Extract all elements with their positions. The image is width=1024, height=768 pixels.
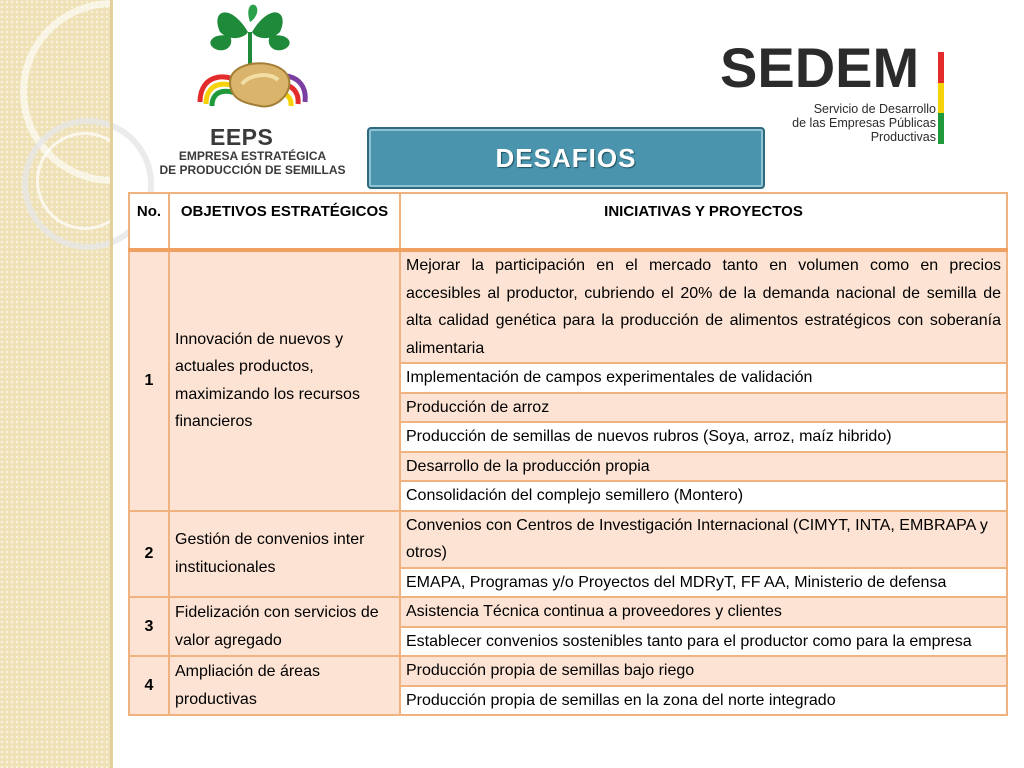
eeps-subtitle-line1: EMPRESA ESTRATÉGICA bbox=[178, 149, 327, 163]
row-number: 3 bbox=[129, 597, 169, 656]
table-row bbox=[129, 597, 1007, 627]
table-header-row bbox=[129, 193, 1007, 250]
table-row bbox=[129, 250, 1007, 363]
initiative-cell: Producción propia de semillas en la zona del norte integrado bbox=[400, 686, 1007, 716]
initiative-cell: Establecer convenios sostenibles tanto para el productor como para la empresa bbox=[400, 627, 1007, 657]
objective-cell: Ampliación de áreas productivas bbox=[169, 656, 400, 715]
seedling-icon bbox=[190, 2, 315, 124]
header-objectives: OBJETIVOS ESTRATÉGICOS bbox=[169, 193, 400, 250]
eeps-subtitle-line2: DE PRODUCCIÓN DE SEMILLAS bbox=[159, 163, 346, 177]
decorative-side-band bbox=[0, 0, 113, 768]
initiative-cell: Convenios con Centros de Investigación Internacional (CIMYT, INTA, EMBRAPA y otros) bbox=[400, 511, 1007, 568]
header-initiatives: INICIATIVAS Y PROYECTOS bbox=[400, 193, 1007, 250]
row-number: 1 bbox=[129, 250, 169, 511]
objective-cell: Innovación de nuevos y actuales productos, maximizando los recursos financieros bbox=[169, 250, 400, 511]
initiative-cell: Producción propia de semillas bajo riego bbox=[400, 656, 1007, 686]
desafios-table bbox=[128, 192, 1008, 716]
objective-cell: Gestión de convenios inter institucionales bbox=[169, 511, 400, 598]
title-banner bbox=[367, 127, 765, 189]
eeps-logo bbox=[150, 2, 355, 180]
decorative-ring bbox=[36, 132, 134, 230]
initiative-cell: Asistencia Técnica continua a proveedores y clientes bbox=[400, 597, 1007, 627]
initiative-cell: Consolidación del complejo semillero (Montero) bbox=[400, 481, 1007, 511]
page-title: DESAFIOS bbox=[495, 142, 637, 173]
objective-cell: Fidelización con servicios de valor agregado bbox=[169, 597, 400, 656]
initiative-cell: Producción de arroz bbox=[400, 393, 1007, 423]
sedem-subtitle-line2: de las Empresas Públicas bbox=[792, 116, 936, 130]
sedem-subtitle-line3: Productivas bbox=[870, 130, 936, 144]
row-number: 2 bbox=[129, 511, 169, 598]
initiative-cell: EMAPA, Programas y/o Proyectos del MDRyT, FF AA, Ministerio de defensa bbox=[400, 568, 1007, 598]
bolivian-flag-icon bbox=[938, 52, 944, 144]
initiative-cell: Desarrollo de la producción propia bbox=[400, 452, 1007, 482]
header-no: No. bbox=[129, 193, 169, 250]
table-row bbox=[129, 511, 1007, 568]
initiative-cell: Producción de semillas de nuevos rubros (Soya, arroz, maíz hibrido) bbox=[400, 422, 1007, 452]
initiative-cell: Implementación de campos experimentales de validación bbox=[400, 363, 1007, 393]
sedem-subtitle-line1: Servicio de Desarrollo bbox=[813, 102, 936, 116]
initiative-cell: Mejorar la participación en el mercado tanto en volumen como en precios accesibles al productor, cubriendo el 20% de la demanda nacional de semilla de alta calidad genética para la producción de alimentos estratégicos con soberanía alimentaria bbox=[400, 250, 1007, 363]
table-row bbox=[129, 656, 1007, 686]
sedem-name: SEDEM bbox=[720, 36, 920, 99]
eeps-name: EEPS bbox=[210, 124, 274, 150]
row-number: 4 bbox=[129, 656, 169, 715]
